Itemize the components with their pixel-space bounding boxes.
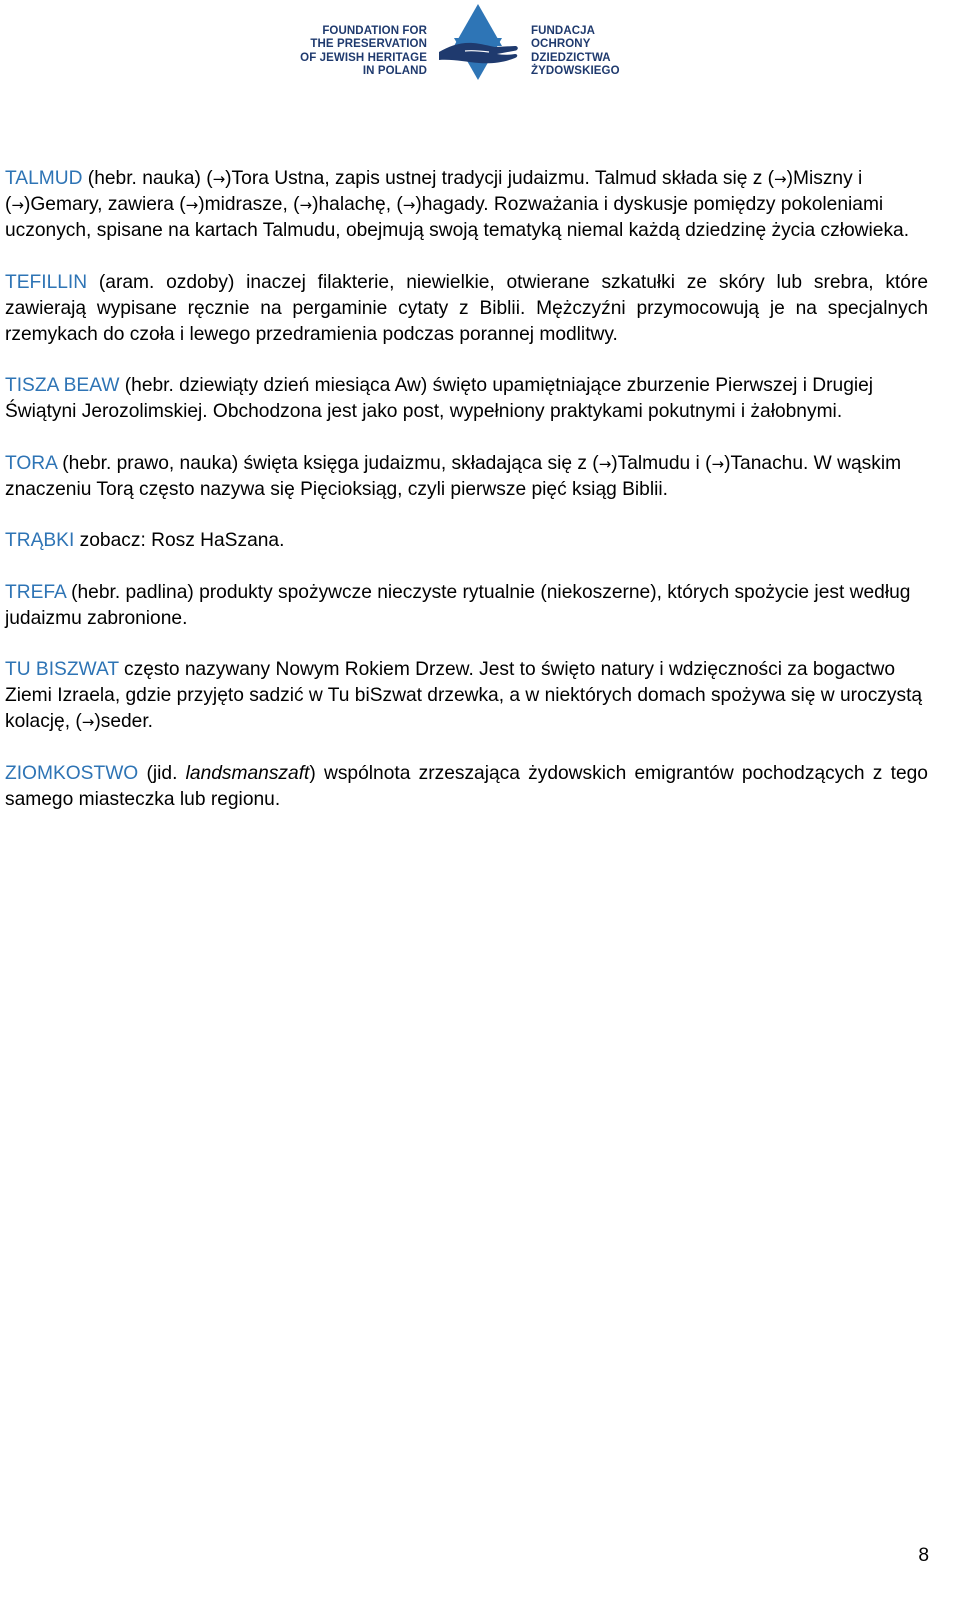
foundation-logo (300, 0, 620, 84)
cross-reference-arrow-icon: → (11, 196, 24, 214)
definition-text: )Gemary, zawiera ( (23, 194, 186, 215)
page-number: 8 (918, 1545, 929, 1566)
cross-reference-arrow-icon: → (774, 170, 787, 188)
star-of-david-with-hand-icon (435, 2, 521, 82)
glossary-entry (5, 373, 928, 425)
cross-reference-arrow-icon: → (711, 454, 725, 473)
cross-reference-arrow-icon: → (185, 196, 199, 214)
definition-text: (hebr. nauka) ( (82, 168, 213, 189)
glossary-term: TEFILLIN (5, 271, 88, 293)
definition-text: (hebr. dziewiąty dzień miesiąca Aw) święto upamiętniające zburzenie Pierwszej i Drugiej Świątyni Jerozolimskiej. Obchodzona jest jako post, wypełniony praktykami pokutnymi i żałobnymi. (5, 375, 874, 422)
glossary-entry (5, 451, 928, 503)
definition-text: )Miszny i ( (5, 168, 863, 215)
definition-text: )seder. (94, 711, 154, 732)
glossary-term: TU BISZWAT (5, 659, 119, 680)
italic-term: landsmanszaft (185, 762, 310, 784)
definition-text: )midrasze, ( (198, 194, 300, 215)
definition-text: )Tanachu. W wąskim znaczeniu Torą często nazywa się Pięcioksiąg, czyli pierwsze pięć ksiąg Biblii. (5, 452, 902, 500)
cross-reference-arrow-icon: → (212, 170, 226, 188)
definition-text: (jid. (138, 762, 186, 784)
glossary-entry (5, 270, 928, 348)
glossary-term: TREFA (5, 581, 66, 603)
definition-text: )halachę, ( (312, 194, 403, 215)
logo-name-english: FOUNDATION FOR THE PRESERVATION OF JEWISH HERITAGE IN POLAND (300, 25, 427, 78)
definition-text: (aram. ozdoby) inaczej filakterie, niewielkie, otwierane szkatułki ze skóry lub srebra, które zawierają wypisane ręcznie na pergaminie cytaty z Biblii. Mężczyźni przymocowują je na specjalnych rzemykach do czoła i lewego przedramienia podczas porannej modlitwy. (5, 271, 928, 345)
glossary-entry (5, 761, 928, 813)
glossary-entry (5, 528, 928, 554)
glossary-term: TISZA BEAW (5, 375, 120, 396)
definition-text: zobacz: Rosz HaSzana. (74, 530, 285, 551)
cross-reference-arrow-icon: → (81, 713, 95, 731)
definition-text: )hagady. Rozważania i dyskusje pomiędzy pokoleniami uczonych, spisane na kartach Talmudu, obejmują swoją tematyką niemal każdą dziedzinę życia człowieka. (5, 194, 910, 241)
definition-text: często nazywany Nowym Rokiem Drzew. Jest to święto natury i wdzięczności za bogactwo Ziemi Izraela, gdzie przyjęto sadzić w Tu biSzwat drzewka, a w niektórych domach spożywa się w uroczystą kolację, ( (5, 659, 923, 732)
cross-reference-arrow-icon: → (402, 196, 416, 214)
glossary-term: TALMUD (5, 168, 83, 189)
glossary-term: TORA (5, 452, 57, 474)
definition-text: )Tora Ustna, zapis ustnej tradycji judaizmu. Talmud składa się z ( (225, 168, 775, 189)
definition-text: (hebr. padlina) produkty spożywcze nieczyste rytualnie (niekoszerne), których spożycie jest według judaizmu zabronione. (5, 581, 911, 629)
cross-reference-arrow-icon: → (598, 454, 612, 473)
cross-reference-arrow-icon: → (299, 196, 313, 214)
glossary-entries (5, 166, 928, 838)
glossary-entry (5, 580, 928, 632)
glossary-term: TRĄBKI (5, 530, 75, 551)
definition-text: (hebr. prawo, nauka) święta księga judaizmu, składająca się z ( (56, 452, 599, 474)
glossary-entry (5, 657, 928, 735)
logo-name-polish: FUNDACJA OCHRONY DZIEDZICTWA ŻYDOWSKIEGO (531, 25, 620, 78)
glossary-entry (5, 166, 928, 244)
glossary-term: ZIOMKOSTWO (5, 762, 139, 784)
definition-text: )Talmudu i ( (611, 452, 712, 474)
definition-text: ) wspólnota zrzeszająca żydowskich emigrantów pochodzących z tego samego miasteczka lub regionu. (5, 762, 928, 810)
